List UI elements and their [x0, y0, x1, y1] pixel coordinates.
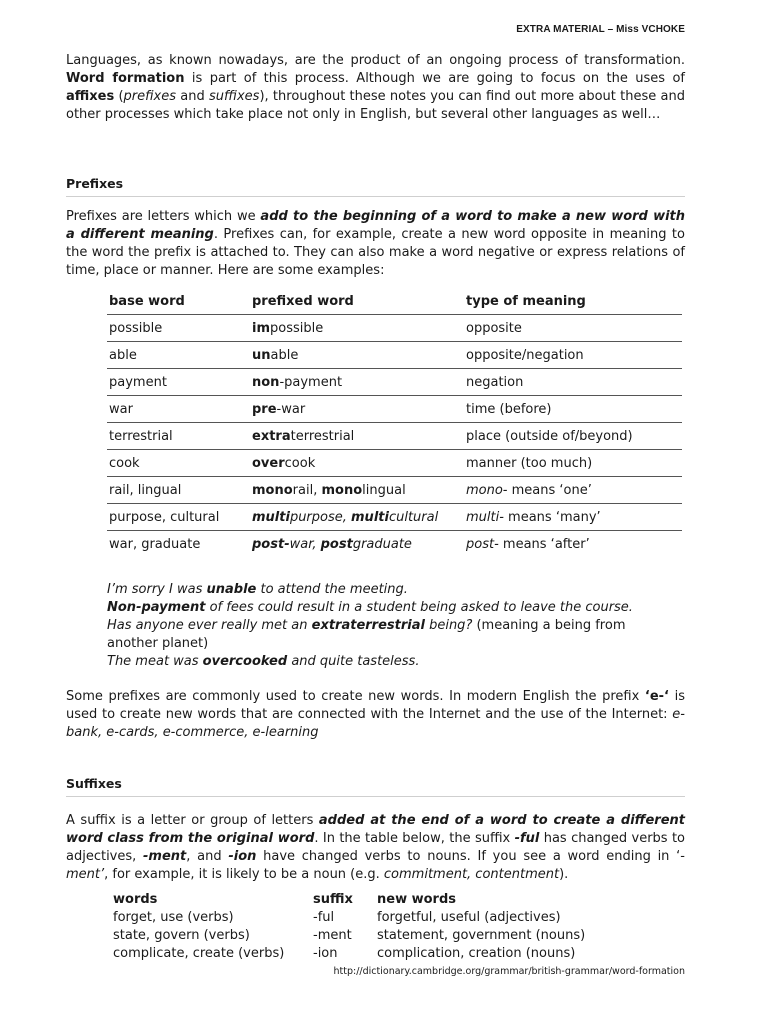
cell-new-words: statement, government (nouns) [377, 927, 586, 943]
text-run: extra [252, 428, 291, 444]
text-run: able [270, 347, 299, 363]
cell-prefixed-word [250, 531, 464, 558]
example-sentences [107, 581, 667, 671]
suffixes-table-header [113, 890, 585, 908]
cell-type-of-meaning [464, 450, 682, 477]
text-run: non [252, 374, 280, 390]
column-header-words: words [113, 891, 158, 907]
table-row [107, 504, 682, 531]
cell-type-of-meaning [464, 396, 682, 423]
table-row [107, 450, 682, 477]
cell-new-words: complication, creation (nouns) [377, 945, 576, 961]
table-row [113, 908, 585, 926]
text-run: being? [424, 618, 473, 633]
cell-type-of-meaning [464, 423, 682, 450]
cell-type-of-meaning [464, 315, 682, 342]
cell-prefixed-word [250, 477, 464, 504]
e-prefix-paragraph: Some prefixes are commonly used to create new words. In modern English the prefix ‘e-‘ is used to create new words that are connected with the Internet and the use of the Internet: e-bank, e-cards, e-commerce, e-learning [66, 689, 685, 740]
text-run: multi [252, 509, 290, 525]
text-run: graduate [352, 536, 412, 552]
column-header-suffix: suffix [313, 891, 353, 907]
text-run: means ‘one’ [507, 482, 592, 498]
cell-base-word: terrestrial [107, 423, 250, 450]
table-row [113, 944, 585, 962]
table-row [107, 477, 682, 504]
cell-prefixed-word [250, 342, 464, 369]
text-run: post- [252, 536, 290, 552]
cell-base-word: war [107, 396, 250, 423]
text-run: Non-payment [107, 600, 206, 615]
cell-words: complicate, create (verbs) [113, 945, 285, 961]
text-run: manner (too much) [466, 455, 593, 471]
cell-words: forget, use (verbs) [113, 909, 234, 925]
prefixes-table [107, 288, 682, 557]
cell-type-of-meaning [464, 504, 682, 531]
text-run: place (outside of/beyond) [466, 428, 633, 444]
prefixes-heading: Prefixes [66, 176, 685, 197]
text-run: purpose, [289, 509, 352, 525]
example-sentence [107, 617, 667, 653]
cell-base-word: purpose, cultural [107, 504, 250, 531]
text-run: cook [284, 455, 316, 471]
text-run: of fees could result in a student being asked to leave the course. [205, 600, 633, 615]
cell-base-word: rail, lingual [107, 477, 250, 504]
example-sentence [107, 653, 667, 671]
cell-suffix: -ment [313, 927, 352, 943]
table-row [107, 342, 682, 369]
text-run: possible [270, 320, 324, 336]
text-run: mono [252, 482, 293, 498]
cell-prefixed-word [250, 504, 464, 531]
text-run: multi [351, 509, 389, 525]
cell-prefixed-word [250, 369, 464, 396]
text-run: I’m sorry I was [107, 582, 207, 597]
cell-type-of-meaning [464, 477, 682, 504]
table-row [107, 531, 682, 558]
suffixes-table [113, 890, 585, 962]
page-header: EXTRA MATERIAL – Miss VCHOKE [516, 24, 685, 35]
text-run: negation [466, 374, 524, 390]
text-run: over [252, 455, 285, 471]
text-run: cultural [388, 509, 439, 525]
cell-prefixed-word [250, 450, 464, 477]
text-run: war, [289, 536, 321, 552]
cell-base-word: possible [107, 315, 250, 342]
cell-type-of-meaning [464, 369, 682, 396]
text-run: mono [321, 482, 363, 498]
text-run: -war [276, 401, 306, 417]
text-run: means ‘many’ [503, 509, 601, 525]
table-row [107, 369, 682, 396]
text-run: lingual [362, 482, 406, 498]
cell-base-word: war, graduate [109, 536, 201, 552]
cell-new-words: forgetful, useful (adjectives) [377, 909, 561, 925]
text-run: Has anyone ever really met an [107, 618, 312, 633]
cell-words: state, govern (verbs) [113, 927, 250, 943]
text-run: opposite/negation [466, 347, 584, 363]
text-run: post- [466, 536, 499, 552]
table-row [107, 396, 682, 423]
cell-prefixed-word [250, 423, 464, 450]
cell-base-word: cook [107, 450, 250, 477]
text-run: rail, [292, 482, 322, 498]
cell-prefixed-word [250, 315, 464, 342]
column-header-type-of-meaning: type of meaning [464, 288, 682, 315]
cell-suffix: -ion [313, 945, 338, 961]
cell-type-of-meaning [464, 531, 682, 558]
column-header-base-word: base word [107, 288, 250, 315]
cell-prefixed-word [250, 396, 464, 423]
text-run: terrestrial [290, 428, 355, 444]
text-run: multi- [466, 509, 504, 525]
suffixes-paragraph: A suffix is a letter or group of letters added at the end of a word to create a different word class from the original word. In the table below, the suffix -ful has changed verbs to adjectives, -ment, and -ion have changed verbs to nouns. If you see a word ending in ‘-ment’, for example, it is likely to be a noun (e.g. commitment, contentment). [66, 813, 685, 882]
prefixes-table-body [107, 315, 682, 558]
cell-suffix: -ful [313, 909, 335, 925]
text-run: (meaning a being from another planet) [107, 618, 626, 651]
text-run: time (before) [466, 401, 552, 417]
cell-base-word: payment [107, 369, 250, 396]
intro-paragraph: Languages, as known nowadays, are the product of an ongoing process of transformation. Word formation is part of this process. Although we are going to focus on the uses of affixes (prefixes and suffixes), throughout these notes you can find out more about these and other processes which take place not only in English, but several other languages as well… [66, 53, 685, 122]
text-run: post [320, 536, 353, 552]
cell-base-word: able [107, 342, 250, 369]
text-run: im [252, 320, 271, 336]
text-run: -payment [279, 374, 343, 390]
prefixes-paragraph: Prefixes are letters which we add to the beginning of a word to make a new word with a different meaning. Prefixes can, for example, create a new word opposite in meaning to the word the prefix is attached to. They can also make a word negative or express relations of time, place or manner. Here are some examples: [66, 209, 686, 278]
text-run: unable [206, 582, 257, 597]
text-run: overcooked [202, 654, 288, 669]
text-run: to attend the meeting. [256, 582, 408, 597]
text-run: un [252, 347, 271, 363]
source-link[interactable]: http://dictionary.cambridge.org/grammar/british-grammar/word-formation [333, 966, 685, 977]
suffixes-heading: Suffixes [66, 776, 685, 797]
table-row [107, 315, 682, 342]
table-row [107, 423, 682, 450]
text-run: and quite tasteless. [287, 654, 420, 669]
text-run: extraterrestrial [311, 618, 425, 633]
prefixes-table-header [107, 288, 682, 315]
text-run: opposite [466, 320, 522, 336]
text-run: The meat was [107, 654, 203, 669]
column-header-new-words: new words [377, 891, 457, 907]
text-run: means ‘after’ [498, 536, 590, 552]
text-run: pre [252, 401, 277, 417]
example-sentence [107, 599, 667, 617]
text-run: mono- [466, 482, 508, 498]
example-sentence [107, 581, 667, 599]
column-header-prefixed-word: prefixed word [250, 288, 464, 315]
table-row [113, 926, 585, 944]
cell-type-of-meaning [464, 342, 682, 369]
